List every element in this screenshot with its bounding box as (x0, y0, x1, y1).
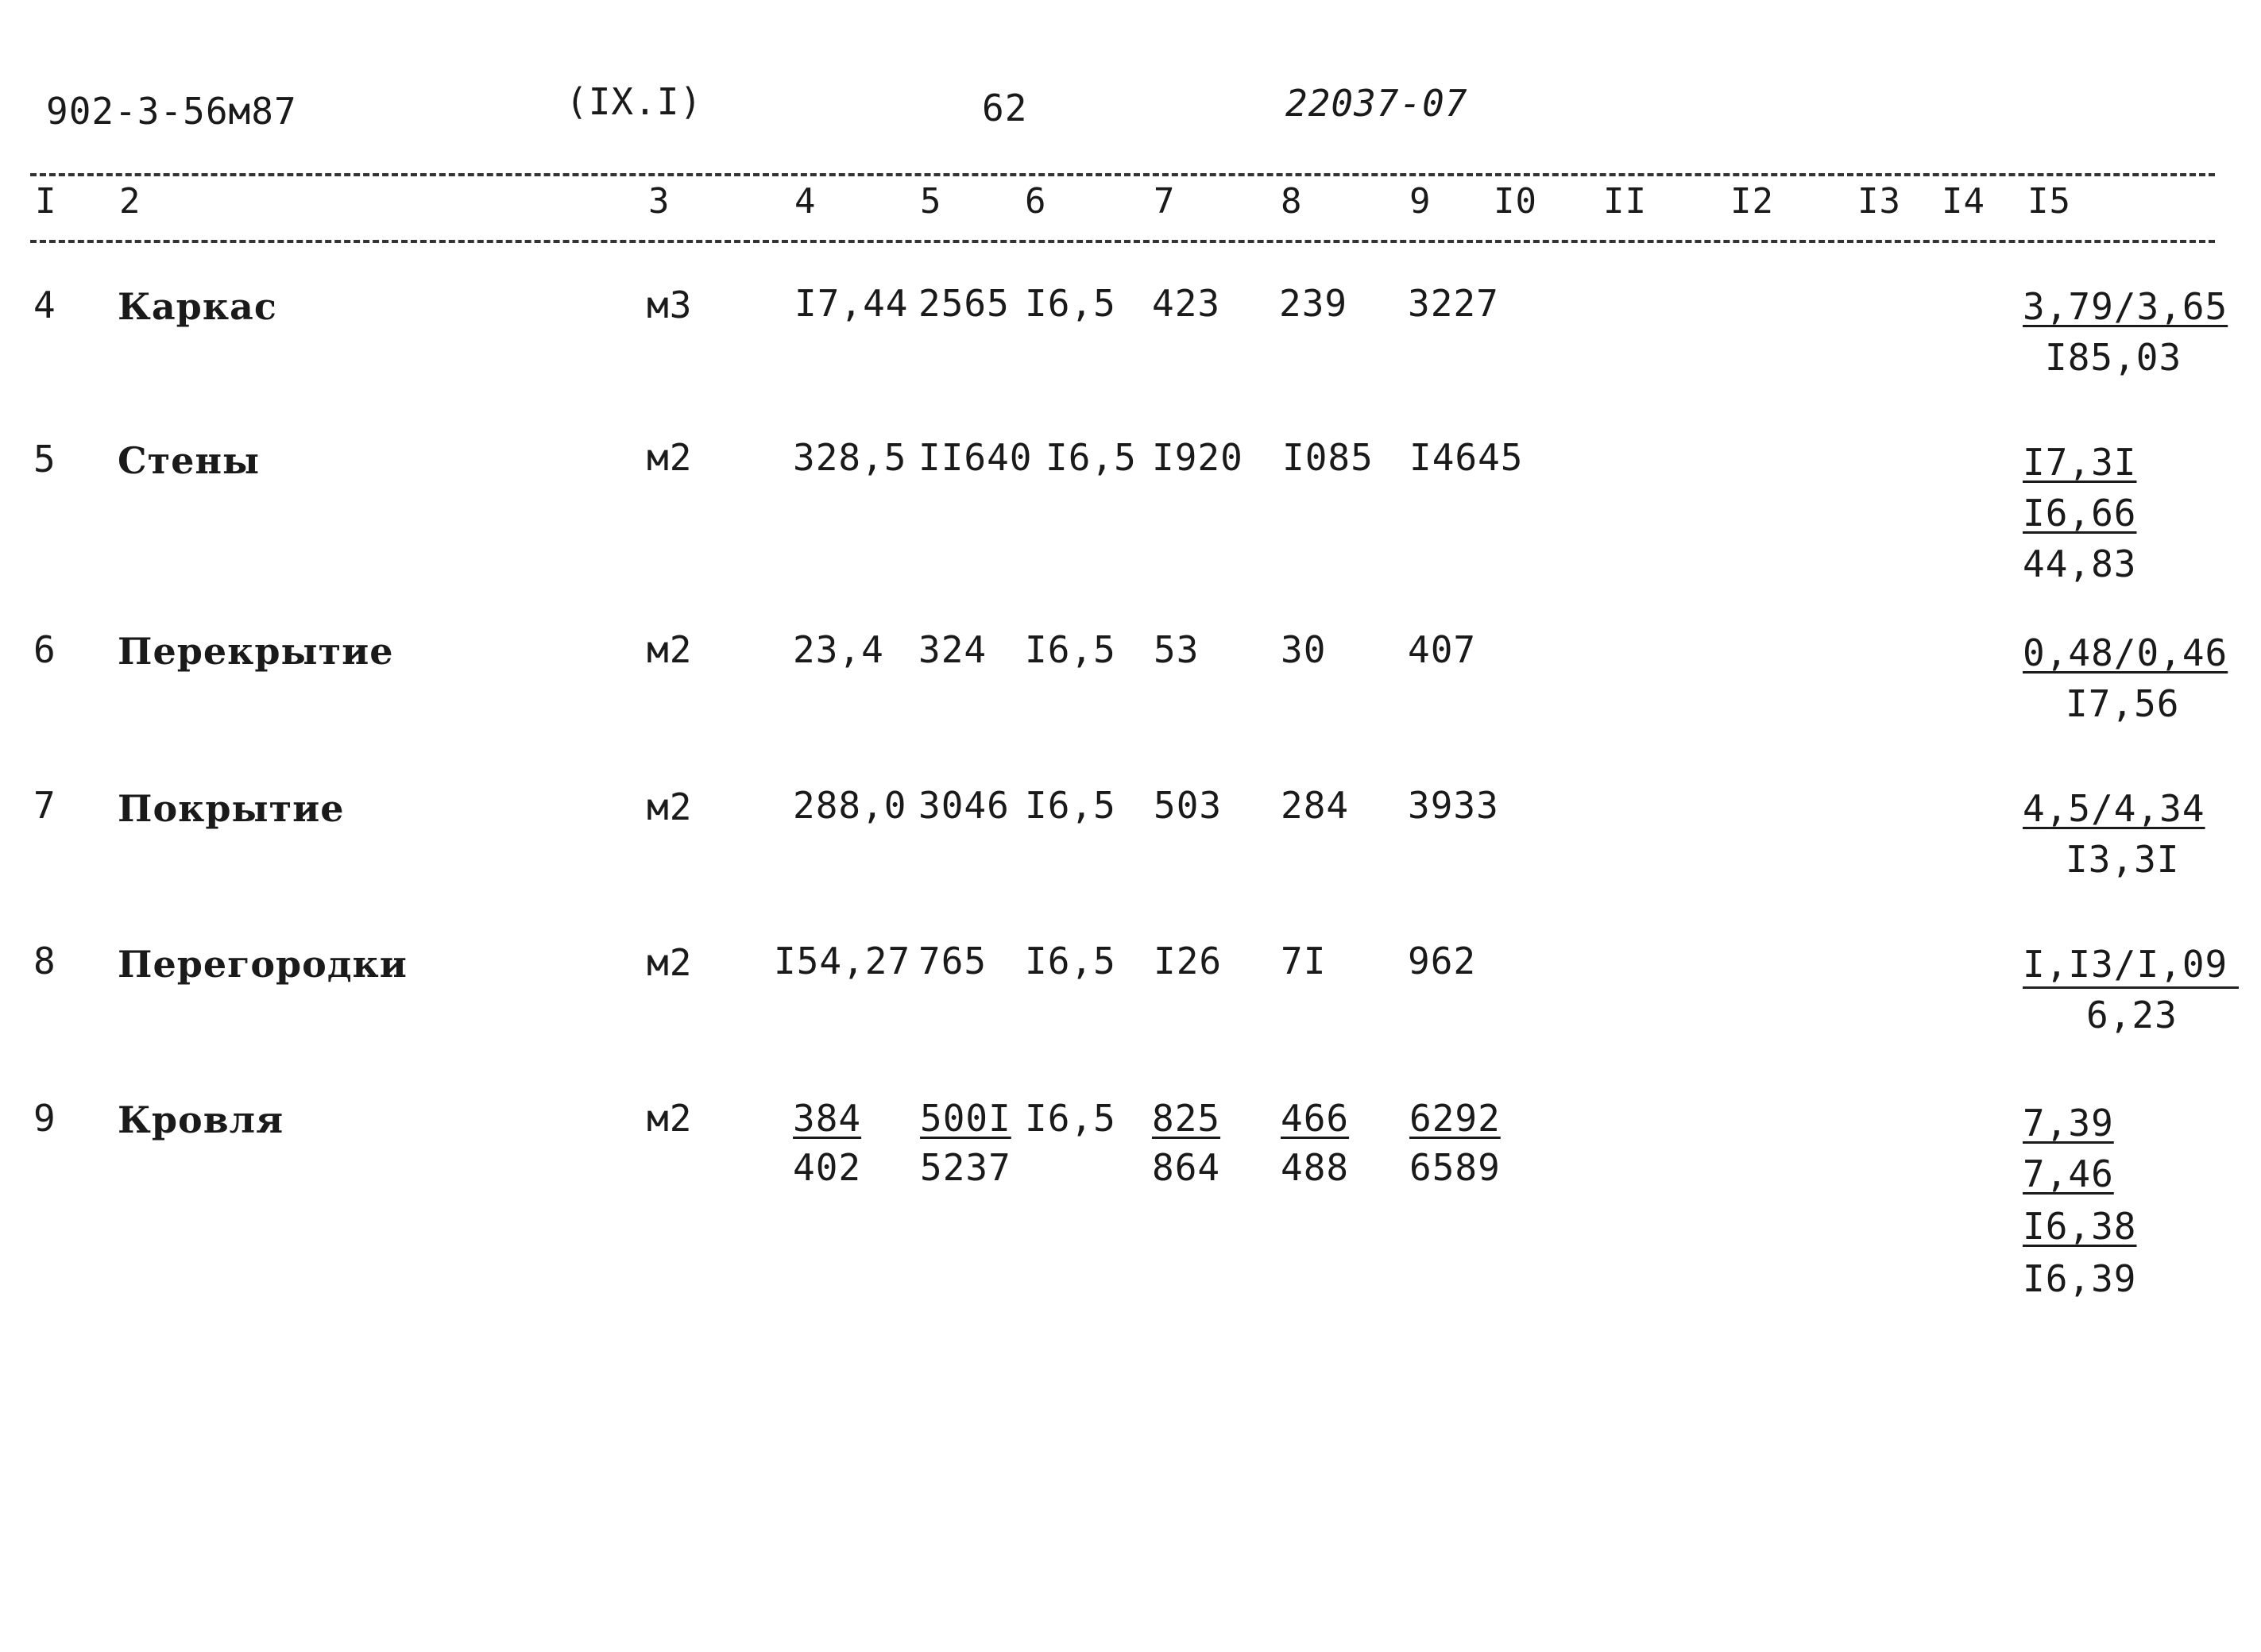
row-col8-line1: 466 (1281, 1097, 1350, 1140)
row-name: Перегородки (118, 943, 408, 986)
row-col7: I920 (1152, 436, 1243, 479)
row-col5: 765 (918, 940, 987, 982)
row-col6: I6,5 (1025, 784, 1116, 827)
row-col6: I6,5 (1025, 282, 1116, 325)
row-col8: 30 (1281, 628, 1327, 671)
row-col15-line2: 7,46 (2023, 1152, 2114, 1195)
row-col15-line2: I85,03 (2045, 336, 2182, 379)
row-col8-line2: 488 (1281, 1146, 1350, 1189)
row-col5: II640 (918, 436, 1033, 479)
col-header-11: II (1603, 181, 1647, 222)
row-col7: 53 (1154, 628, 1200, 671)
archive-number: 22037-07 (1285, 82, 1468, 125)
row-col15-line2: 6,23 (2086, 994, 2178, 1036)
col-header-4: 4 (794, 181, 817, 222)
col-header-2: 2 (119, 181, 141, 222)
col-header-8: 8 (1281, 181, 1303, 222)
row-col9-line2: 6589 (1409, 1146, 1501, 1189)
row-col15-line3: I6,38 (2023, 1205, 2137, 1248)
row-col6: I6,5 (1025, 628, 1116, 671)
col-header-3: 3 (648, 181, 671, 222)
row-col8: 7I (1281, 940, 1327, 982)
row-col9: I4645 (1409, 436, 1524, 479)
header-rule-top (30, 173, 2215, 176)
col-header-10: I0 (1494, 181, 1537, 222)
row-col4: I54,27 (774, 940, 911, 982)
row-col4-line2: 402 (793, 1146, 862, 1189)
col-header-6: 6 (1025, 181, 1047, 222)
row-col4: 328,5 (793, 436, 907, 479)
row-col15-line1: 4,5/4,34 (2023, 787, 2205, 830)
row-col15-line4: I6,39 (2023, 1257, 2137, 1300)
row-col15-line2: I3,3I (2066, 838, 2180, 881)
col-header-12: I2 (1730, 181, 1774, 222)
row-col9: 407 (1408, 628, 1477, 671)
row-col4: I7,44 (794, 282, 909, 325)
row-number: 8 (33, 940, 56, 982)
row-col9: 962 (1408, 940, 1477, 982)
row-col5: 324 (918, 628, 987, 671)
row-col4: 288,0 (793, 784, 907, 827)
row-unit: м2 (647, 785, 693, 828)
row-col5: 3046 (918, 784, 1010, 827)
row-number: 7 (33, 784, 56, 827)
row-number: 5 (33, 438, 56, 481)
col-header-5: 5 (920, 181, 942, 222)
row-col9: 3227 (1408, 282, 1499, 325)
row-col15-line1: 7,39 (2023, 1102, 2114, 1144)
row-col7: 423 (1152, 282, 1221, 325)
row-col15-line3: 44,83 (2023, 542, 2137, 585)
col-header-1: I (35, 181, 57, 222)
row-unit: м2 (647, 628, 693, 671)
row-name: Перекрытие (118, 630, 394, 673)
row-col8: 284 (1281, 784, 1350, 827)
row-col7-line2: 864 (1152, 1146, 1221, 1189)
row-col5-line2: 5237 (920, 1146, 1011, 1189)
row-col7: 503 (1154, 784, 1223, 827)
row-col15-line1: 3,79/3,65 (2023, 285, 2228, 328)
row-col7-line1: 825 (1152, 1097, 1221, 1140)
row-col15-line2: I6,66 (2023, 492, 2137, 535)
row-col6: I6,5 (1045, 436, 1137, 479)
row-col15-line2: I7,56 (2066, 682, 2180, 725)
row-number: 4 (33, 284, 56, 326)
row-col15-line1: 0,48/0,46 (2023, 631, 2228, 674)
row-col15-line1: I7,3I (2023, 441, 2137, 484)
row-unit: м2 (647, 941, 693, 984)
col-header-9: 9 (1409, 181, 1432, 222)
doc-code: 902-3-56м87 (46, 90, 297, 133)
row-name: Каркас (118, 285, 277, 328)
header-rule-bottom (30, 240, 2215, 243)
row-col8: 239 (1279, 282, 1348, 325)
row-col15-line1: I,I3/I,09 (2023, 943, 2228, 986)
row-number: 9 (33, 1097, 56, 1140)
row-col15-fraction-bar (2023, 986, 2239, 989)
col-header-15: I5 (2027, 181, 2071, 222)
row-name: Кровля (118, 1098, 284, 1141)
page-number: 62 (982, 87, 1028, 129)
row-col7: I26 (1154, 940, 1223, 982)
row-unit: м2 (647, 436, 693, 479)
row-col6: I6,5 (1025, 940, 1116, 982)
col-header-13: I3 (1857, 181, 1901, 222)
row-col9: 3933 (1408, 784, 1499, 827)
row-name: Стены (118, 439, 261, 482)
col-header-7: 7 (1154, 181, 1176, 222)
row-col9-line1: 6292 (1409, 1097, 1501, 1140)
row-col4-line1: 384 (793, 1097, 862, 1140)
section-number: (IX.I) (566, 80, 703, 123)
row-number: 6 (33, 628, 56, 671)
row-name: Покрытие (118, 787, 345, 830)
row-col6: I6,5 (1025, 1097, 1116, 1140)
row-col5-line1: 500I (920, 1097, 1011, 1140)
row-col4: 23,4 (793, 628, 884, 671)
row-col5: 2565 (918, 282, 1010, 325)
row-col8: I085 (1282, 436, 1374, 479)
row-unit: м3 (647, 284, 693, 326)
col-header-14: I4 (1942, 181, 1985, 222)
row-unit: м2 (647, 1097, 693, 1140)
